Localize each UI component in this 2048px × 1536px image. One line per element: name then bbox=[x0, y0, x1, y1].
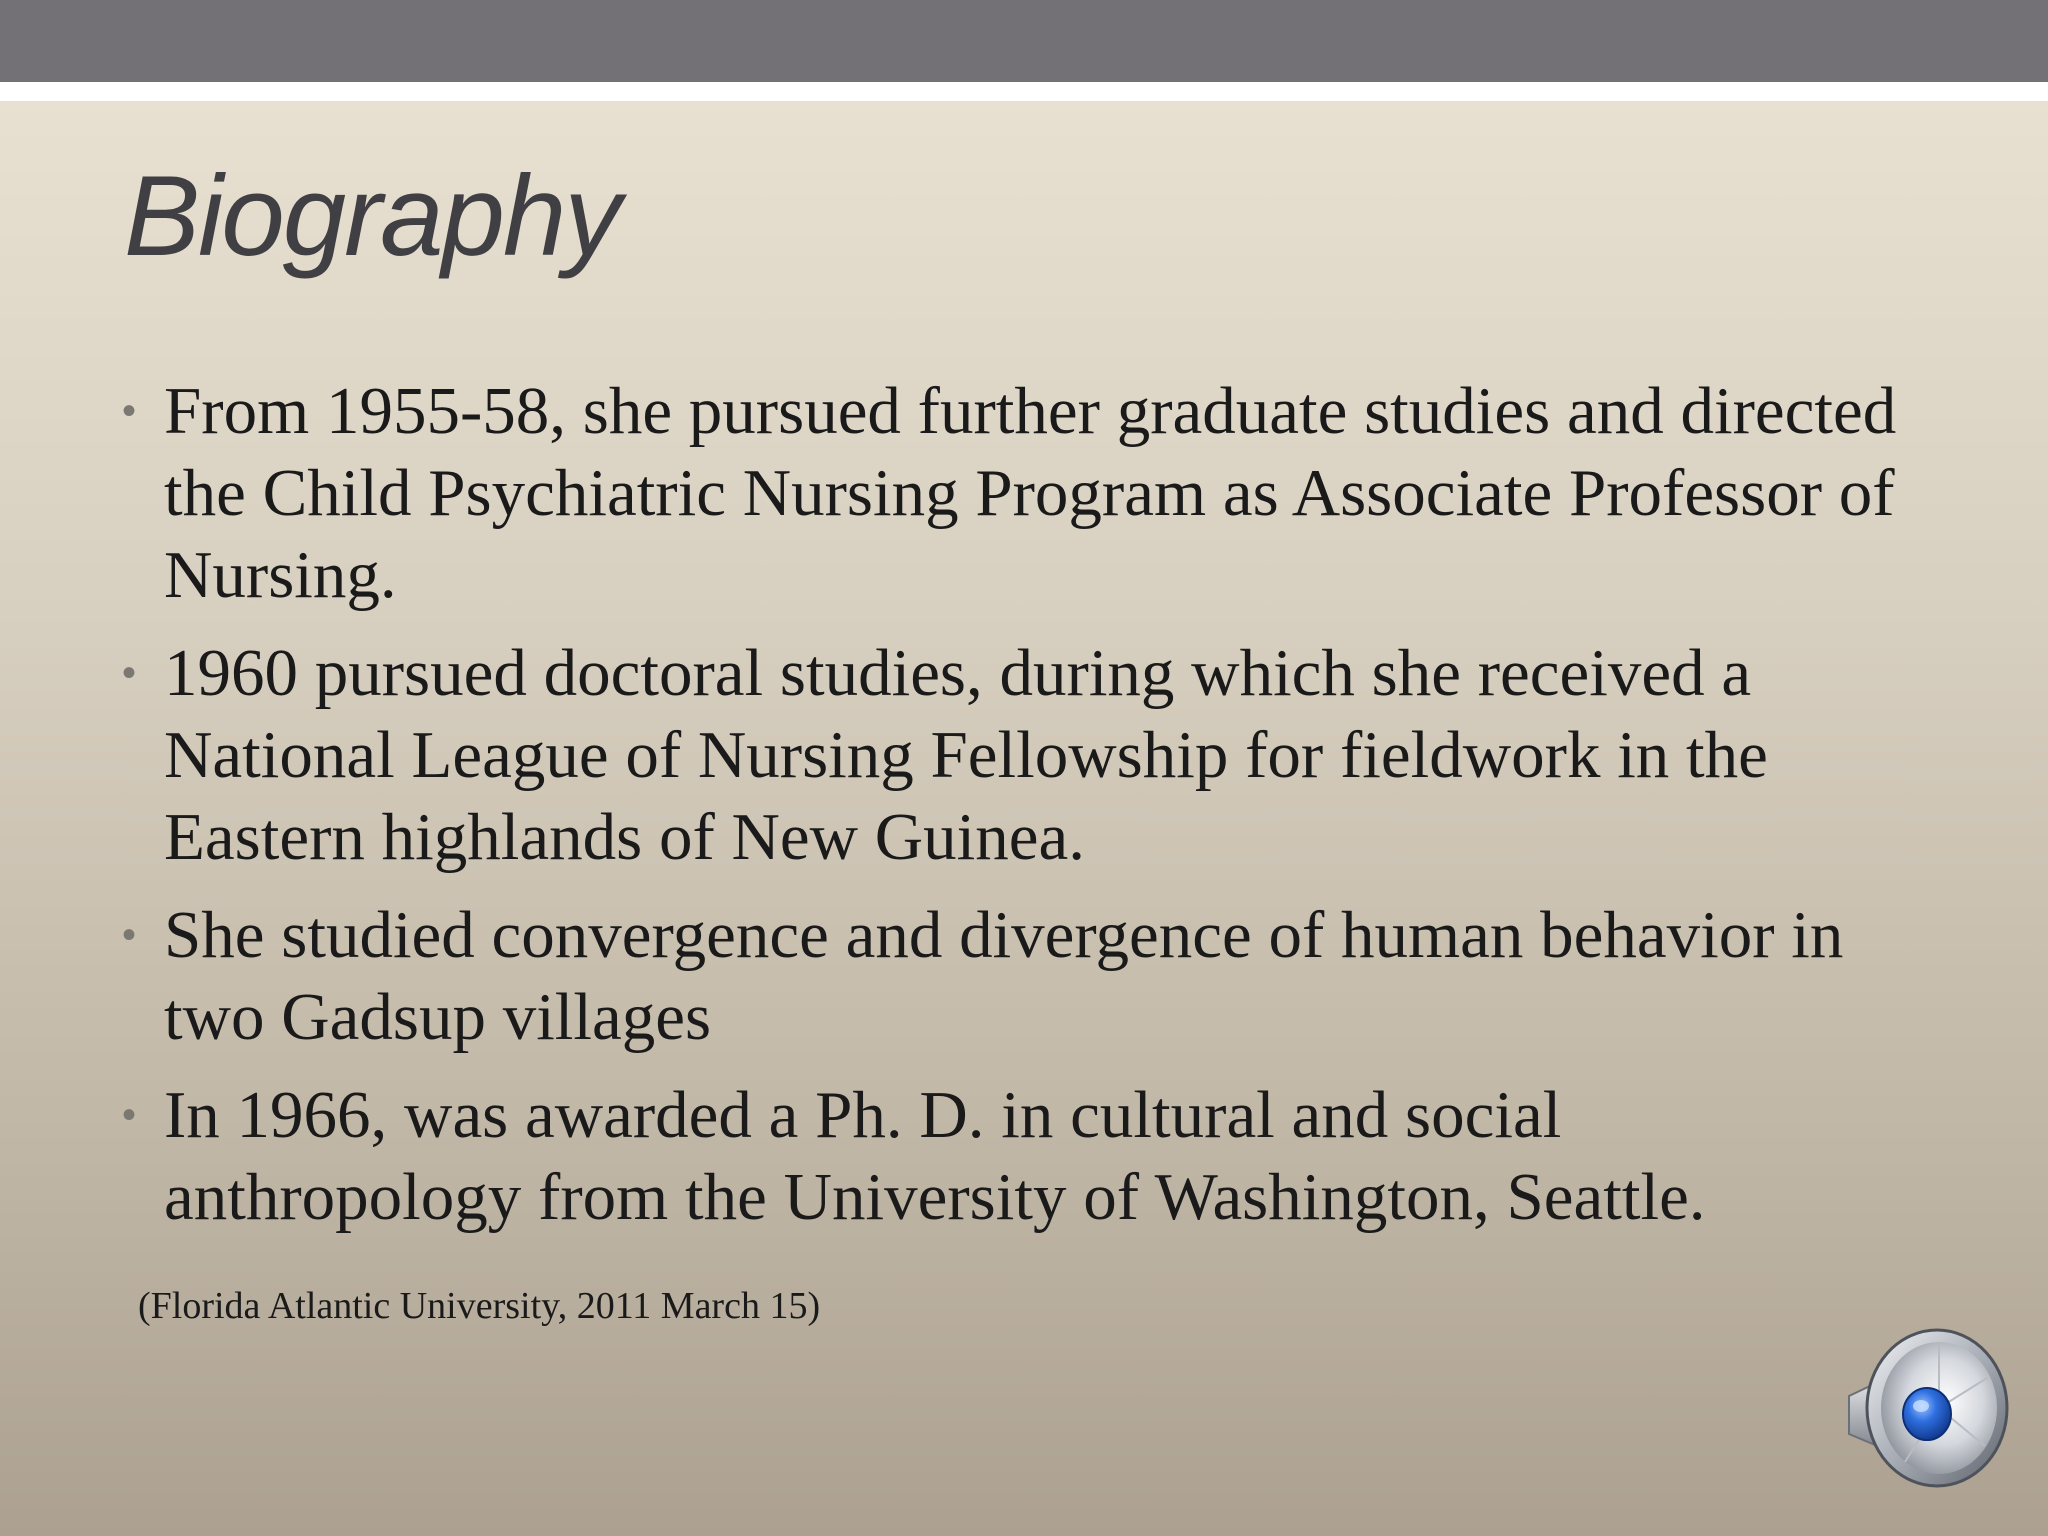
bullet-list bbox=[122, 370, 1902, 1254]
speaker-icon-graphic bbox=[1835, 1318, 2015, 1493]
bullet-item bbox=[122, 1074, 1902, 1238]
bullet-text: In 1966, was awarded a Ph. D. in cultural and social anthropology from the University of Washington, Seattle. bbox=[164, 1078, 1706, 1234]
bullet-marker: • bbox=[122, 651, 137, 695]
bullet-item bbox=[122, 370, 1902, 616]
slide-title: Biography bbox=[124, 153, 620, 280]
bullet-item bbox=[122, 894, 1902, 1058]
bullet-marker: • bbox=[122, 389, 137, 433]
speaker-icon[interactable] bbox=[1835, 1318, 2015, 1493]
citation: (Florida Atlantic University, 2011 March 15) bbox=[138, 1285, 821, 1327]
bullet-text: 1960 pursued doctoral studies, during which she received a National League of Nursing Fellowship for fieldwork in the Eastern highlands of New Guinea. bbox=[164, 636, 1768, 874]
bullet-marker: • bbox=[122, 913, 137, 957]
bullet-marker: • bbox=[122, 1093, 137, 1137]
top-band bbox=[0, 0, 2048, 82]
top-divider bbox=[0, 82, 2048, 101]
bullet-text: From 1955-58, she pursued further graduate studies and directed the Child Psychiatric Nursing Program as Associate Professor of Nursing. bbox=[164, 374, 1897, 612]
bullet-item bbox=[122, 632, 1902, 878]
bullet-text: She studied convergence and divergence of human behavior in two Gadsup villages bbox=[164, 898, 1844, 1054]
